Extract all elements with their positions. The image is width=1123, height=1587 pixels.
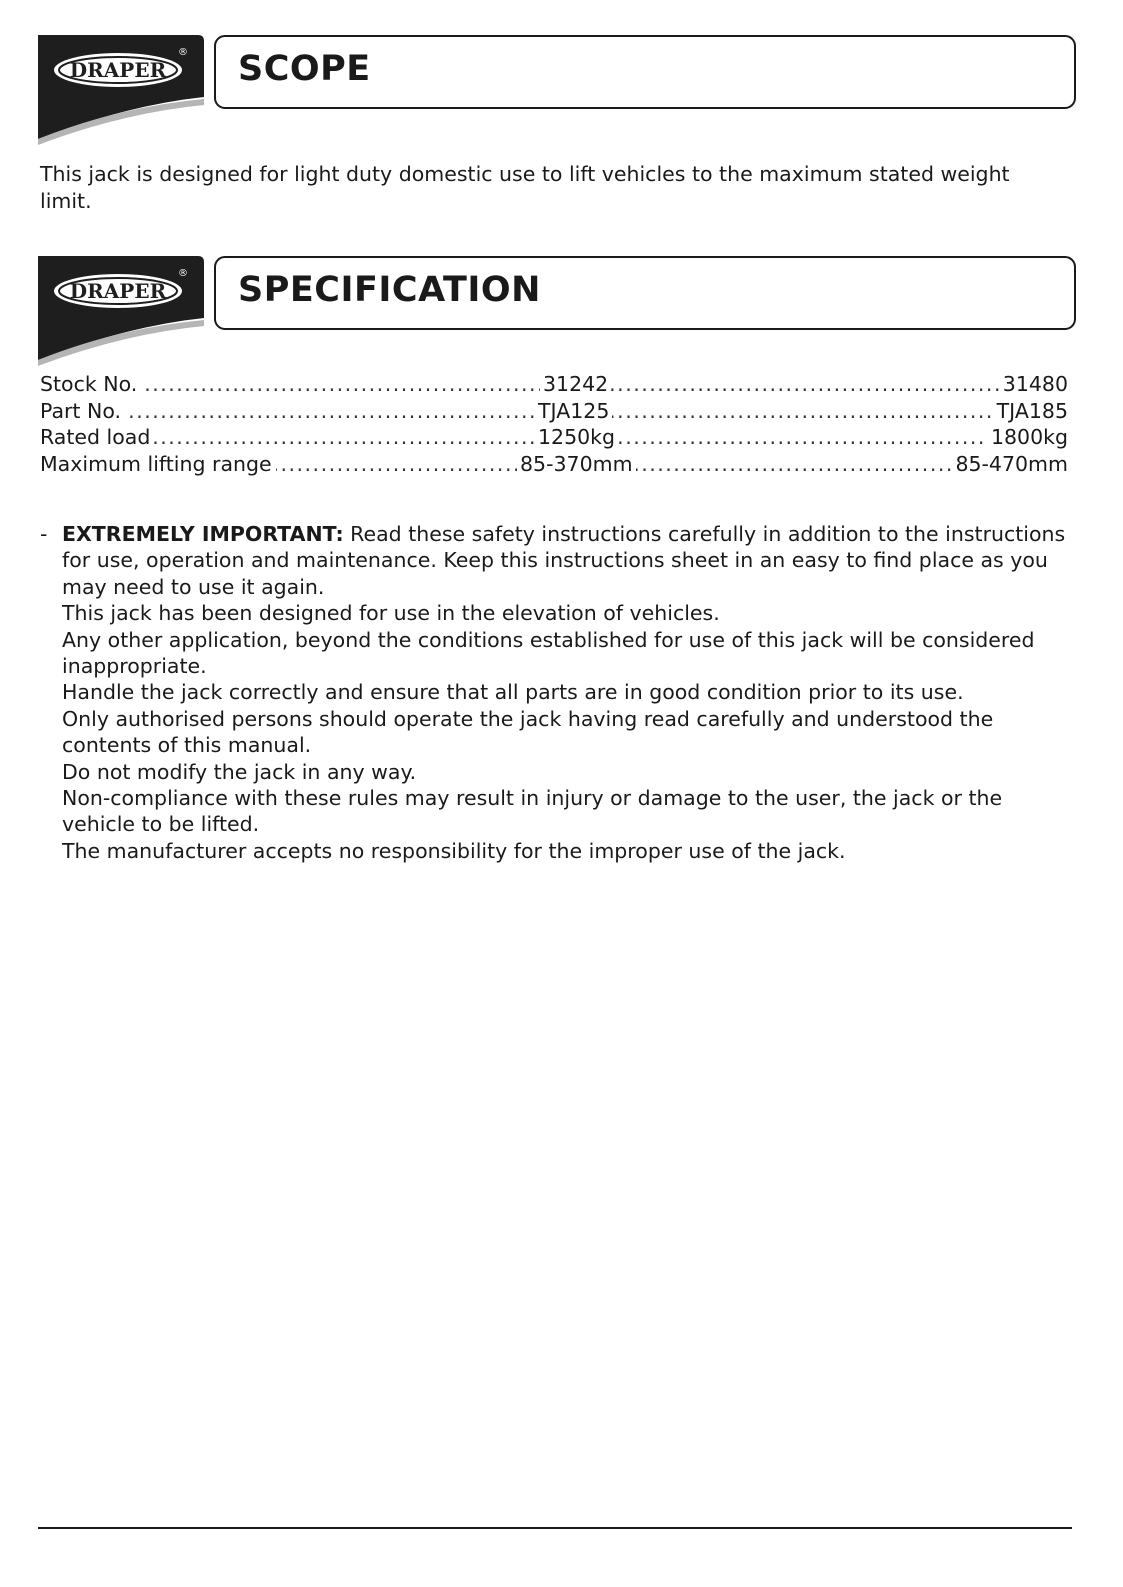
spec-row-lifting-range <box>40 451 1068 478</box>
spec-value-1800kg: 1800kg <box>988 424 1068 451</box>
safety-line: Only authorised persons should operate the jack having read carefully and understood the contents of this manual. <box>62 706 994 758</box>
spec-label: Maximum lifting range <box>40 451 276 478</box>
specification-title-box <box>214 256 1076 330</box>
registered-mark: ® <box>178 268 188 279</box>
safety-line: Any other application, beyond the conditions established for use of this jack will be considered inappropriate. <box>62 627 1035 679</box>
safety-body <box>62 521 1070 864</box>
spec-value-85-370mm: 85-370mm <box>517 451 636 478</box>
draper-logo <box>38 35 206 145</box>
spec-value-tja185: TJA185 <box>994 398 1068 425</box>
spec-row-stock-no <box>40 371 1068 398</box>
footer-rule <box>38 1527 1072 1529</box>
list-dash: - <box>40 522 48 546</box>
scope-title-box <box>214 35 1076 109</box>
safety-line: Handle the jack correctly and ensure that all parts are in good condition prior to its use. <box>62 680 964 705</box>
safety-line: The manufacturer accepts no responsibility for the improper use of the jack. <box>62 838 846 863</box>
scope-header <box>38 35 1076 145</box>
spec-value-1250kg: 1250kg <box>535 424 618 451</box>
draper-logo <box>38 256 206 366</box>
safety-line: Non-compliance with these rules may result in injury or damage to the user, the jack or the vehicle to be lifted. <box>62 786 1003 837</box>
spec-value-31480: 31480 <box>1000 371 1068 398</box>
logo-wordmark: DRAPER <box>69 58 167 82</box>
spec-label: Rated load <box>40 424 154 451</box>
spec-label: Part No. <box>40 398 125 425</box>
safety-lead <box>62 521 1070 600</box>
spec-row-rated-load <box>40 424 1068 451</box>
safety-line: This jack has been designed for use in the elevation of vehicles. <box>62 601 720 626</box>
registered-mark: ® <box>178 47 188 58</box>
spec-row-part-no <box>40 398 1068 425</box>
safety-line: Do not modify the jack in any way. <box>62 759 417 784</box>
safety-lead-bold: EXTREMELY IMPORTANT: <box>62 522 344 546</box>
spec-value-85-470mm: 85-470mm <box>952 451 1068 478</box>
specification-title: SPECIFICATION <box>238 270 541 310</box>
spec-value-31242: 31242 <box>540 371 611 398</box>
logo-wordmark: DRAPER <box>69 279 167 303</box>
scope-text: This jack is designed for light duty domestic use to lift vehicles to the maximum stated weight limit. <box>40 162 1010 213</box>
scope-title: SCOPE <box>238 49 371 89</box>
spec-label: Stock No. <box>40 371 141 398</box>
spec-value-tja125: TJA125 <box>535 398 612 425</box>
specification-header <box>38 256 1076 366</box>
specification-table <box>40 371 1068 477</box>
safety-lead-text: Read these safety instructions carefully in addition to the instructions for use, operation and maintenance. Keep this instructions sheet in an easy to find place as you may need to use it again. <box>62 522 1066 599</box>
